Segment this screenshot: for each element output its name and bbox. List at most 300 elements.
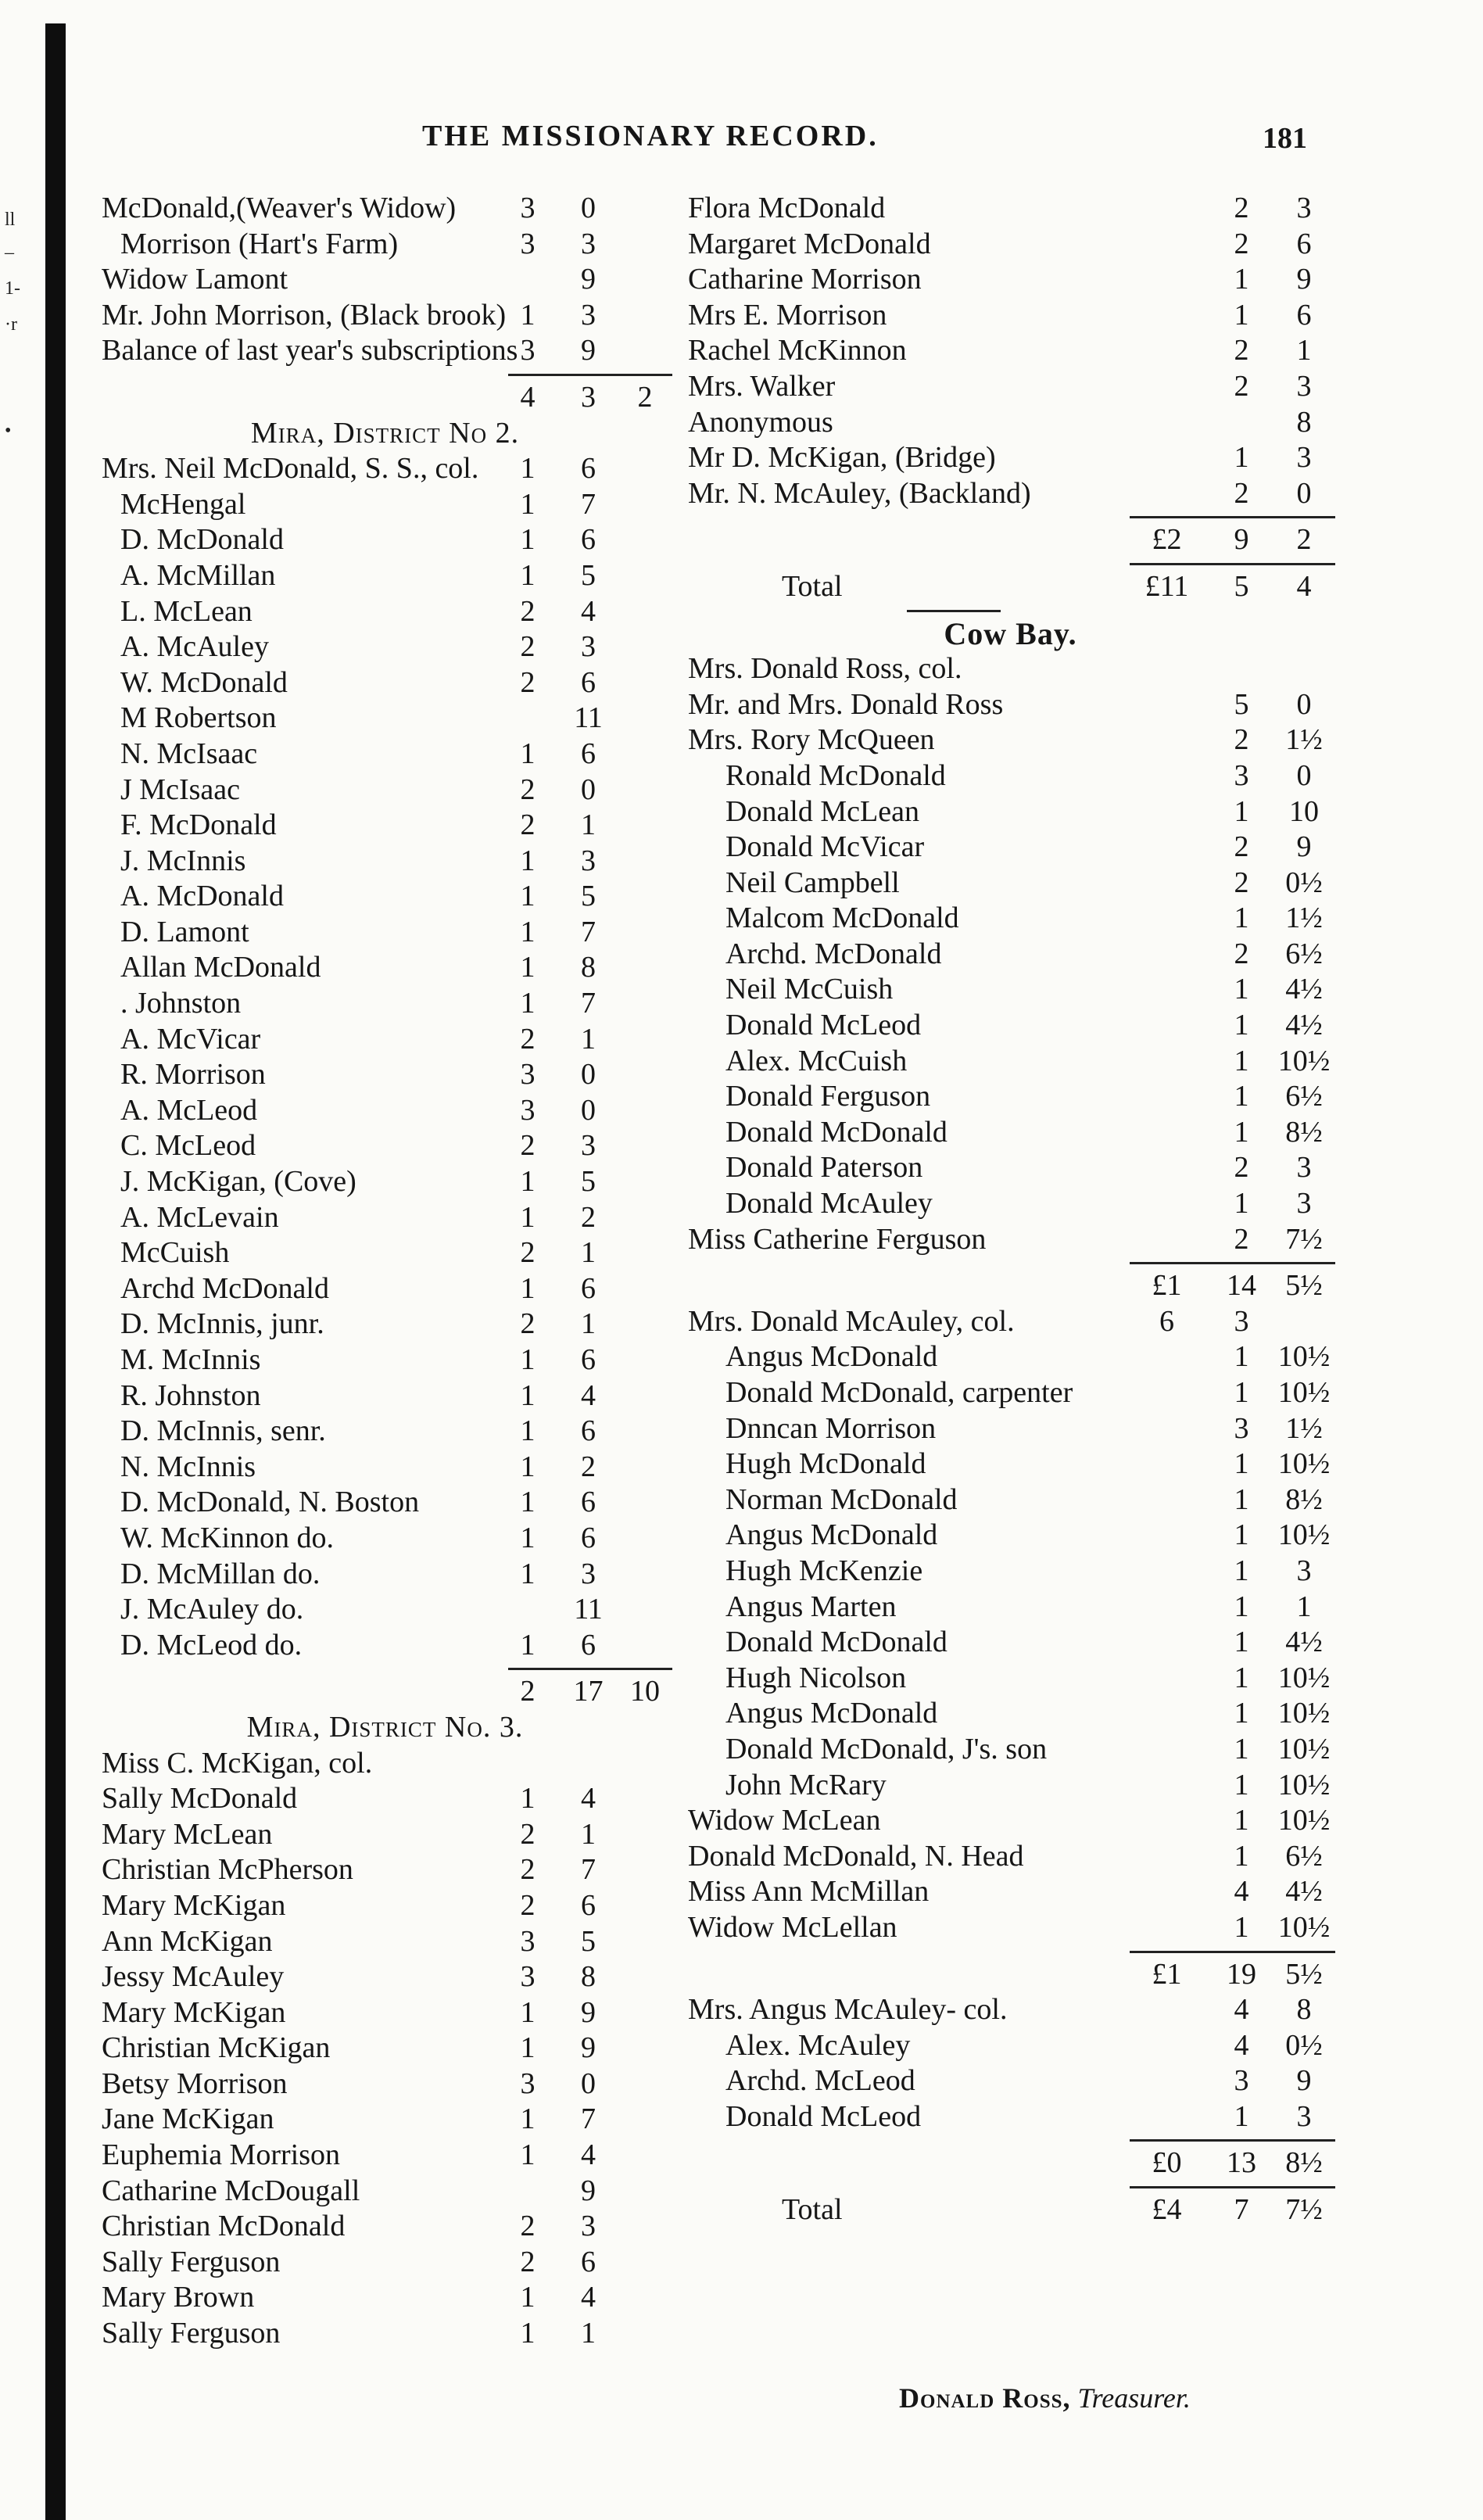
subscription-row xyxy=(102,1307,668,1342)
subscriber-name: Christian McDonald xyxy=(102,2210,346,2243)
subscription-row xyxy=(688,866,1333,902)
subscription-row xyxy=(688,687,1333,723)
amount-c2: 1 xyxy=(1234,1697,1249,1730)
subscriber-name: Mary Brown xyxy=(102,2281,255,2314)
subscriber-name: Sally McDonald xyxy=(102,1782,298,1816)
amount-c2: 8 xyxy=(581,951,596,984)
amount-c2: 1 xyxy=(1234,1554,1249,1587)
amount-c1: 1 xyxy=(520,1628,536,1661)
subtotal-row xyxy=(688,522,1333,558)
amount-c1: 3 xyxy=(520,1924,536,1958)
subscription-row xyxy=(102,1521,668,1557)
amount-c3: 10½ xyxy=(1277,1732,1331,1765)
amount-c1: 2 xyxy=(520,1888,536,1922)
amount-c2: 6 xyxy=(581,1343,596,1376)
amount-c3: 3 xyxy=(1296,2099,1312,2133)
amount-c1: 1 xyxy=(520,915,536,948)
amount-c1: 1 xyxy=(520,880,536,913)
amount-c2: 5 xyxy=(581,558,596,592)
subscription-row xyxy=(688,1518,1333,1554)
subscription-row xyxy=(688,227,1333,263)
amount-c1: 1 xyxy=(520,1450,536,1483)
amount-c2: 6 xyxy=(581,1486,596,1519)
subscriber-name: Donald Paterson xyxy=(725,1151,923,1185)
subscription-row xyxy=(102,1414,668,1450)
treasurer-signature xyxy=(899,2382,1191,2414)
subscription-row xyxy=(102,915,668,951)
amount-c1: 2 xyxy=(520,2210,536,2243)
amount-c2: 0 xyxy=(581,192,596,224)
amount-c1: 2 xyxy=(520,1307,536,1341)
subscriber-name: Mrs. Rory McQueen xyxy=(688,723,935,757)
subscription-row xyxy=(688,476,1333,512)
subscriber-name: Miss C. McKigan, col. xyxy=(102,1746,373,1780)
subscription-row xyxy=(102,2316,668,2352)
amount-c1: 1 xyxy=(520,1165,536,1199)
subscription-row xyxy=(102,1342,668,1378)
subscriber-name: D. McInnis, senr. xyxy=(120,1414,326,1448)
amount-c2: 3 xyxy=(1234,758,1249,792)
subscriber-name: Flora McDonald xyxy=(688,192,886,224)
subscription-row xyxy=(688,758,1333,794)
amount-c1: £11 xyxy=(1144,569,1189,603)
subscription-row xyxy=(688,1044,1333,1080)
subscriber-name: R. Morrison xyxy=(120,1058,266,1092)
subscriber-name: Donald McDonald, carpenter xyxy=(725,1376,1073,1409)
amount-c3: 10½ xyxy=(1277,1447,1331,1481)
subscriber-name: Angus McDonald xyxy=(725,1340,938,1374)
amount-c2: 6 xyxy=(581,1628,596,1661)
subscription-row xyxy=(688,830,1333,866)
subscriber-name: Miss Catherine Ferguson xyxy=(688,1222,987,1256)
subscription-row xyxy=(102,487,668,523)
subscription-row xyxy=(688,1222,1333,1258)
amount-c2: 1 xyxy=(1234,1009,1249,1042)
subscriber-name: Mr D. McKigan, (Bridge) xyxy=(688,441,996,475)
amount-c3: 6½ xyxy=(1285,937,1323,970)
subscriber-name: Mary McLean xyxy=(102,1817,273,1851)
amount-c2: 6 xyxy=(581,1888,596,1922)
amount-c1: £2 xyxy=(1152,523,1182,557)
subscriber-name: Mrs. Walker xyxy=(688,369,836,403)
amount-c2: 6 xyxy=(581,1271,596,1305)
subscription-row xyxy=(102,1093,668,1129)
subscription-row xyxy=(102,1271,668,1307)
subscription-row xyxy=(688,972,1333,1008)
subscription-row xyxy=(102,2174,668,2210)
amount-c2: 0 xyxy=(581,1058,596,1092)
amount-c3: 4½ xyxy=(1285,973,1323,1006)
amount-c2: 2 xyxy=(1234,866,1249,899)
amount-c3: 10 xyxy=(630,1675,660,1708)
subscriber-name: Angus Marten xyxy=(725,1590,897,1623)
amount-c3: 10½ xyxy=(1277,1340,1331,1374)
subscriber-name: Mary McKigan xyxy=(102,1888,286,1922)
subscriber-name: Mr. John Morrison, (Black brook) xyxy=(102,298,507,332)
amount-c3: 10½ xyxy=(1277,1804,1331,1837)
right-column xyxy=(688,191,1333,2228)
amount-c2: 8 xyxy=(581,1960,596,1994)
amount-c2: 6 xyxy=(581,2245,596,2278)
subscription-row xyxy=(688,1079,1333,1115)
amount-c2: 2 xyxy=(581,1450,596,1483)
amount-c3: 1½ xyxy=(1285,902,1323,935)
subscriber-name: Christian McKigan xyxy=(102,2031,331,2065)
subscription-row xyxy=(688,1115,1333,1151)
amount-c1: 3 xyxy=(520,1093,536,1127)
subscriber-name: Alex. McAuley xyxy=(725,2028,911,2062)
subscription-row xyxy=(688,298,1333,334)
amount-c3: 3 xyxy=(1296,441,1312,475)
subscriber-name: Jessy McAuley xyxy=(102,1960,285,1994)
subscription-row xyxy=(688,1696,1333,1732)
amount-c1: 1 xyxy=(520,737,536,770)
subscription-row xyxy=(102,1888,668,1924)
amount-c2: 3 xyxy=(581,380,596,414)
subscriber-name: Euphemia Morrison xyxy=(102,2138,341,2172)
rule-line xyxy=(688,511,1333,522)
subscription-row xyxy=(688,1661,1333,1697)
subscription-row xyxy=(688,937,1333,973)
amount-c2: 1 xyxy=(1234,1044,1249,1077)
subscription-row xyxy=(102,950,668,986)
subtotal-row xyxy=(102,1674,668,1710)
amount-c2: 9 xyxy=(581,263,596,296)
amount-c2: 3 xyxy=(581,227,596,260)
subscriber-name: Archd McDonald xyxy=(120,1271,329,1305)
amount-c2: 14 xyxy=(1227,1269,1256,1303)
subscriber-name: John McRary xyxy=(725,1768,887,1801)
amount-c3: 2 xyxy=(1296,523,1312,557)
subscription-row xyxy=(102,1235,668,1271)
amount-c3: 0½ xyxy=(1285,866,1323,899)
amount-c3: 3 xyxy=(1296,1554,1312,1587)
amount-c3: 3 xyxy=(1296,1187,1312,1221)
amount-c1: 2 xyxy=(520,2245,536,2278)
amount-c2: 4 xyxy=(581,594,596,628)
section-heading xyxy=(688,616,1333,652)
amount-c3: 4½ xyxy=(1285,1626,1323,1659)
subscriber-name: N. McIsaac xyxy=(120,737,258,770)
amount-c1: 2 xyxy=(520,630,536,664)
subscriber-name: Rachel McKinnon xyxy=(688,334,907,367)
subscription-row xyxy=(102,1557,668,1593)
amount-c2: 1 xyxy=(581,1236,596,1270)
subscriber-name: Mary McKigan xyxy=(102,1995,286,2029)
amount-c2: 5 xyxy=(581,1165,596,1199)
amount-c3: 0 xyxy=(1296,476,1312,510)
section-heading-text: Mira, District No. 3. xyxy=(246,1710,524,1744)
amount-c2: 1 xyxy=(1234,1590,1249,1623)
amount-c1: 1 xyxy=(520,987,536,1020)
subscriber-name: Donald McLeod xyxy=(725,2099,922,2133)
subscriber-name: Anonymous xyxy=(688,405,833,439)
amount-c1: 2 xyxy=(520,665,536,699)
amount-c3: 6½ xyxy=(1285,1080,1323,1113)
amount-c1: 6 xyxy=(1159,1304,1174,1338)
amount-c2: 7 xyxy=(581,915,596,948)
subscription-row xyxy=(688,191,1333,227)
amount-c2: 1 xyxy=(1234,298,1249,332)
subscription-row xyxy=(688,1625,1333,1661)
subscription-row xyxy=(688,2028,1333,2064)
subscription-row xyxy=(102,1817,668,1853)
subscriber-name: Total xyxy=(782,569,843,603)
subscriber-name: Jane McKigan xyxy=(102,2102,274,2136)
subscription-row xyxy=(102,191,668,227)
amount-c3: 10½ xyxy=(1277,1044,1331,1077)
subscriber-name: J. McAuley do. xyxy=(120,1593,304,1626)
amount-c1: 1 xyxy=(520,298,536,332)
amount-c3: 3 xyxy=(1296,192,1312,224)
subscription-row xyxy=(688,405,1333,441)
subscription-row xyxy=(688,1304,1333,1340)
section-heading xyxy=(102,1710,668,1746)
amount-c3: 10 xyxy=(1289,794,1319,828)
rule-line xyxy=(688,1257,1333,1268)
amount-c1: 2 xyxy=(520,1817,536,1851)
amount-c1: £0 xyxy=(1152,2146,1182,2180)
subscription-row xyxy=(102,844,668,880)
amount-c2: 1 xyxy=(581,1022,596,1056)
subscription-row xyxy=(102,1022,668,1058)
amount-c2: 1 xyxy=(1234,1910,1249,1944)
amount-c1: 1 xyxy=(520,1343,536,1376)
subscription-row xyxy=(102,701,668,737)
amount-c2: 5 xyxy=(581,880,596,913)
amount-c3: 6½ xyxy=(1285,1839,1323,1873)
subscriber-name: W. McDonald xyxy=(120,665,288,699)
amount-c1: £4 xyxy=(1152,2193,1182,2227)
subscriber-name: J McIsaac xyxy=(120,772,240,806)
amount-c2: 9 xyxy=(581,334,596,367)
amount-c2: 1 xyxy=(1234,1080,1249,1113)
amount-c1: 1 xyxy=(520,2031,536,2065)
amount-c2: 4 xyxy=(581,2281,596,2314)
amount-c3: 1½ xyxy=(1285,723,1323,757)
subscriber-name: Hugh McKenzie xyxy=(725,1554,923,1587)
amount-c2: 3 xyxy=(581,630,596,664)
amount-c2: 2 xyxy=(1234,1151,1249,1185)
subscriber-name: Neil Campbell xyxy=(725,866,900,899)
amount-c2: 1 xyxy=(1234,973,1249,1006)
subscription-row xyxy=(688,1482,1333,1518)
page-edge-shadow xyxy=(45,23,66,2520)
amount-c3: 0½ xyxy=(1285,2028,1323,2062)
subscriber-name: Donald Ferguson xyxy=(725,1080,931,1113)
amount-c2: 9 xyxy=(581,2031,596,2065)
amount-c3: 9 xyxy=(1296,263,1312,296)
subscription-row xyxy=(102,1057,668,1093)
amount-c2: 1 xyxy=(581,2317,596,2350)
amount-c1: 3 xyxy=(520,227,536,260)
amount-c2: 6 xyxy=(581,665,596,699)
subscription-row xyxy=(102,1200,668,1236)
subscription-row xyxy=(102,2138,668,2174)
amount-c2: 1 xyxy=(1234,902,1249,935)
subscription-row xyxy=(102,298,668,334)
amount-c2: 1 xyxy=(1234,263,1249,296)
subscriber-name: Christian McPherson xyxy=(102,1853,353,1887)
amount-c2: 3 xyxy=(581,1129,596,1163)
amount-c1: 1 xyxy=(520,2281,536,2314)
amount-c2: 9 xyxy=(581,1995,596,2029)
subscriber-name: A. McAuley xyxy=(120,630,269,664)
subscriber-name: Alex. McCuish xyxy=(725,1044,908,1077)
subscription-row xyxy=(688,722,1333,758)
subscriber-name: Mr. and Mrs. Donald Ross xyxy=(688,687,1004,721)
subscriber-name: R. Johnston xyxy=(120,1378,261,1412)
rule-line xyxy=(688,2135,1333,2145)
page-number: 181 xyxy=(1263,122,1307,155)
subscription-row xyxy=(102,1128,668,1164)
subscription-row xyxy=(102,1852,668,1888)
subscriber-name: Neil McCuish xyxy=(725,973,894,1006)
amount-c3: 8 xyxy=(1296,405,1312,439)
amount-c2: 1 xyxy=(1234,1340,1249,1374)
amount-c2: 11 xyxy=(574,701,603,735)
amount-c1: 1 xyxy=(520,1782,536,1816)
amount-c2: 3 xyxy=(1234,1411,1249,1445)
subscriber-name: Donald McVicar xyxy=(725,830,925,864)
subscriber-name: McDonald,(Weaver's Widow) xyxy=(102,192,457,224)
amount-c2: 6 xyxy=(581,452,596,486)
subscriber-name: Archd. McLeod xyxy=(725,2064,915,2098)
amount-c3: 10½ xyxy=(1277,1768,1331,1801)
amount-c3: 6 xyxy=(1296,227,1312,260)
amount-c2: 1 xyxy=(1234,2099,1249,2133)
subscriber-name: M Robertson xyxy=(120,701,277,735)
subscriber-name: Balance of last year's subscriptions xyxy=(102,334,518,367)
amount-c2: 0 xyxy=(581,772,596,806)
amount-c2: 4 xyxy=(581,1782,596,1816)
subscription-row xyxy=(688,262,1333,298)
amount-c1: 1 xyxy=(520,2138,536,2172)
amount-c2: 4 xyxy=(581,2138,596,2172)
subscriber-name: A. McVicar xyxy=(120,1022,261,1056)
subscription-row xyxy=(688,1992,1333,2028)
amount-c2: 7 xyxy=(1234,2193,1249,2227)
subscriber-name: Donald McAuley xyxy=(725,1187,933,1221)
amount-c2: 2 xyxy=(1234,830,1249,864)
amount-c3: 4½ xyxy=(1285,1009,1323,1042)
amount-c3: 3 xyxy=(1296,1151,1312,1185)
subscription-row xyxy=(102,2245,668,2281)
amount-c3: 9 xyxy=(1296,830,1312,864)
subscriber-name: D. McInnis, junr. xyxy=(120,1307,324,1341)
amount-c2: 2 xyxy=(1234,192,1249,224)
amount-c1: 1 xyxy=(520,1271,536,1305)
subscriber-name: Donald McLeod xyxy=(725,1009,922,1042)
amount-c3: 8½ xyxy=(1285,1482,1323,1516)
treasurer-name: Donald Ross, xyxy=(899,2382,1071,2414)
amount-c2: 4 xyxy=(1234,1993,1249,2027)
subscription-row xyxy=(102,986,668,1022)
amount-c1: 2 xyxy=(520,1022,536,1056)
amount-c2: 3 xyxy=(581,2210,596,2243)
amount-c2: 0 xyxy=(581,2067,596,2100)
subscription-row xyxy=(688,1732,1333,1768)
subscription-row xyxy=(102,1746,668,1782)
amount-c3: 10½ xyxy=(1277,1518,1331,1552)
amount-c2: 1 xyxy=(1234,794,1249,828)
amount-c1: £1 xyxy=(1152,1957,1182,1991)
subscriber-name: W. McKinnon do. xyxy=(120,1521,335,1554)
subscriber-name: F. McDonald xyxy=(120,808,277,842)
amount-c2: 9 xyxy=(1234,523,1249,557)
subscriber-name: Angus McDonald xyxy=(725,1518,938,1552)
amount-c1: 2 xyxy=(520,1675,536,1708)
amount-c2: 2 xyxy=(1234,1222,1249,1256)
amount-c2: 4 xyxy=(1234,1875,1249,1909)
subscriber-name: A. McMillan xyxy=(120,558,276,592)
amount-c3: 4½ xyxy=(1285,1875,1323,1909)
amount-c1: 2 xyxy=(520,808,536,842)
amount-c3: 9 xyxy=(1296,2064,1312,2098)
amount-c3: 0 xyxy=(1296,687,1312,721)
subscription-row xyxy=(102,1164,668,1200)
amount-c3: 5½ xyxy=(1285,1269,1323,1303)
subtotal-row xyxy=(688,1957,1333,1993)
amount-c1: 1 xyxy=(520,1521,536,1554)
subscription-row xyxy=(102,333,668,369)
subscriber-name: C. McLeod xyxy=(120,1129,256,1163)
subscriber-name: Betsy Morrison xyxy=(102,2067,288,2100)
subscription-row xyxy=(688,794,1333,830)
subscriber-name: Angus McDonald xyxy=(725,1697,938,1730)
rule-line xyxy=(688,2181,1333,2192)
amount-c1: 3 xyxy=(520,2067,536,2100)
section-heading-text: Cow Bay. xyxy=(944,615,1077,651)
subtotal-row xyxy=(102,380,668,416)
subscriber-name: L. McLean xyxy=(120,594,253,628)
amount-c3: 2 xyxy=(637,380,653,414)
amount-c2: 3 xyxy=(581,844,596,877)
subscriber-name: Catharine Morrison xyxy=(688,263,922,296)
amount-c1: 1 xyxy=(520,2317,536,2350)
amount-c2: 19 xyxy=(1227,1957,1256,1991)
subscription-row xyxy=(688,1874,1333,1910)
subscription-row xyxy=(688,1803,1333,1839)
subscriber-name: Widow McLean xyxy=(688,1804,881,1837)
amount-c2: 1 xyxy=(1234,1376,1249,1409)
subscriber-name: Norman McDonald xyxy=(725,1482,958,1516)
margin-mark: • xyxy=(5,421,12,441)
subscription-row xyxy=(102,2102,668,2138)
subscription-row xyxy=(102,665,668,701)
subscriber-name: Widow McLellan xyxy=(688,1910,897,1944)
subtotal-row xyxy=(688,1268,1333,1304)
rule-line xyxy=(688,558,1333,569)
subscription-row xyxy=(688,1590,1333,1626)
subscription-row xyxy=(102,629,668,665)
subscriber-name: Mrs. Donald Ross, col. xyxy=(688,652,962,686)
amount-c2: 1 xyxy=(1234,1518,1249,1552)
subscriber-name: Mr. N. McAuley, (Backland) xyxy=(688,476,1031,510)
subscriber-name: Ronald McDonald xyxy=(725,758,946,792)
amount-c2: 6 xyxy=(581,523,596,557)
subtotal-row xyxy=(688,2145,1333,2181)
subscriber-name: D. McDonald, N. Boston xyxy=(120,1486,420,1519)
subscriber-name: M. McInnis xyxy=(120,1343,261,1376)
amount-c3: 10½ xyxy=(1277,1661,1331,1694)
subscription-row xyxy=(102,558,668,594)
amount-c1: 3 xyxy=(520,334,536,367)
subscription-row xyxy=(688,2099,1333,2135)
subscriber-name: A. McLevain xyxy=(120,1200,279,1234)
amount-c1: 1 xyxy=(520,452,536,486)
amount-c1: 1 xyxy=(520,487,536,521)
